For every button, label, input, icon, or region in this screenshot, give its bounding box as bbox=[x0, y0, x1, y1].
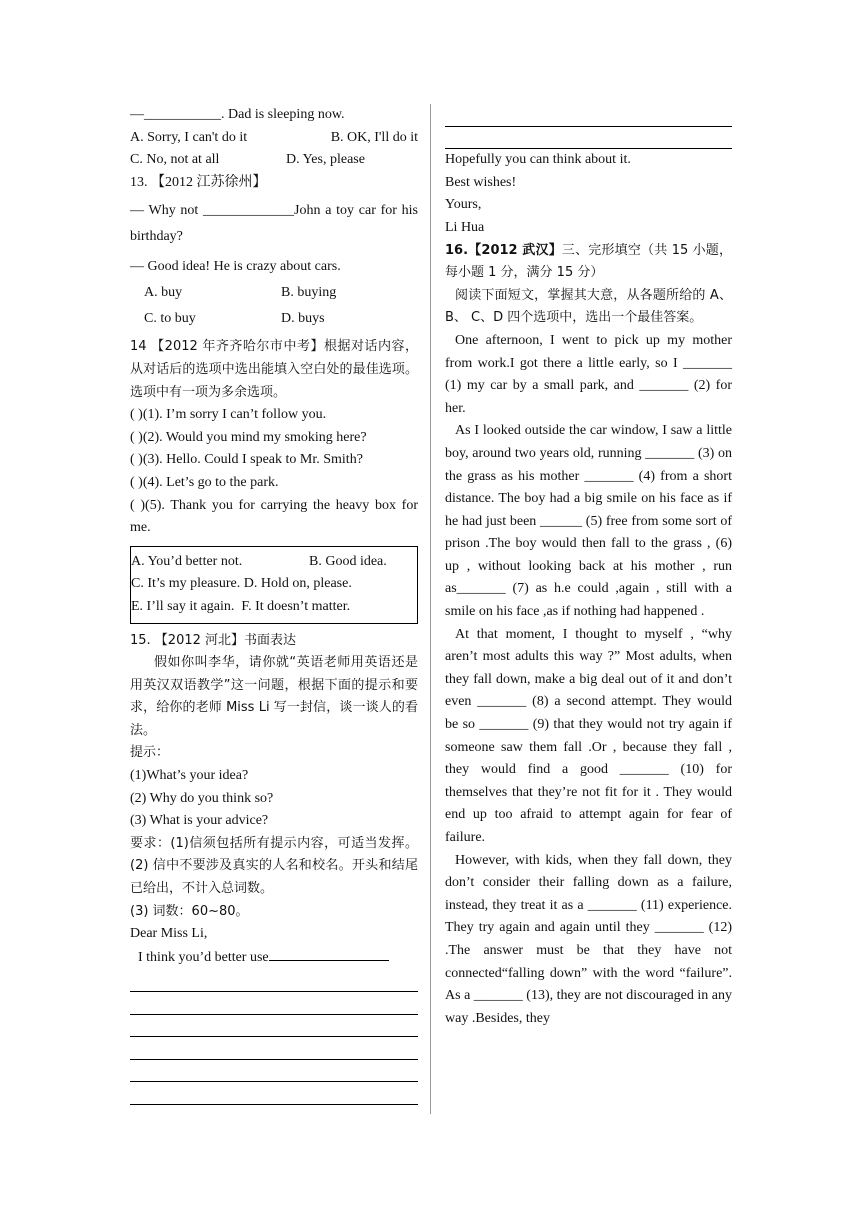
q16-header bbox=[445, 240, 732, 285]
q12-option-b: B. OK, I'll do it bbox=[330, 129, 418, 145]
letter-start bbox=[130, 946, 418, 970]
letter-greeting: Dear Miss Li, bbox=[130, 926, 208, 942]
writing-line[interactable] bbox=[130, 1082, 418, 1105]
q14-option-cd: C. It’s my pleasure. D. Hold on, please. bbox=[131, 576, 352, 592]
q14-box-row3 bbox=[131, 596, 417, 619]
q13-option-a: A. buy bbox=[144, 285, 183, 301]
q13-options-row2 bbox=[130, 306, 418, 332]
left-column bbox=[130, 104, 418, 1105]
letter-start-text: I think you’d better use bbox=[138, 949, 269, 965]
q12-options-row1 bbox=[130, 127, 418, 150]
q13-header: 13. 【2012 江苏徐州】 bbox=[130, 174, 267, 190]
q13-option-b: B. buying bbox=[281, 285, 337, 301]
q14-header: 14 【2012 年齐齐哈尔市中考】根据对话内容，从对话后的选项中选出能填入空白处的最佳选项。选项中有一项为多余选项。 bbox=[130, 339, 418, 400]
q12-option-d: D. Yes, please bbox=[286, 152, 365, 168]
q14-option-e: E. I’ll say it again. bbox=[131, 598, 235, 614]
q14-options-box bbox=[130, 546, 418, 624]
q15-hint: (3) What is your advice? bbox=[130, 813, 269, 829]
writing-line[interactable] bbox=[130, 1015, 418, 1038]
writing-line[interactable] bbox=[130, 992, 418, 1015]
writing-line[interactable] bbox=[130, 1060, 418, 1083]
q14-item: ( )(1). I’m sorry I can’t follow you. bbox=[130, 407, 327, 423]
letter-closing: Hopefully you can think about it. bbox=[445, 152, 631, 168]
q13-option-c: C. to buy bbox=[144, 311, 196, 327]
q16-title: 三、完形填空（共 15 小题，每小题 1 分，满分 15 分） bbox=[445, 242, 732, 281]
passage-paragraph: However, with kids, when they fall down, they don’t consider their falling down as a failure, instead, they treat it as a _______ (11) experience. They try again and again until they _______ (12) .The answer must be that they have not connected“falling down” with the word “failure”. As a _______ (13), they are not discouraged in any way .Besides, they bbox=[445, 852, 732, 1026]
q12-dialog: —___________. Dad is sleeping now. bbox=[130, 107, 345, 122]
writing-line[interactable] bbox=[130, 1037, 418, 1060]
q15-header: 15. 【2012 河北】书面表达 bbox=[130, 632, 297, 648]
q13-line1: — Why not _____________John a toy car for his birthday? bbox=[130, 203, 418, 245]
passage-paragraph: One afternoon, I went to pick up my mother from work.I got there a little early, so I _______ (1) my car by a small park, and _______ (2) for her. bbox=[445, 332, 732, 416]
q14-box-row1 bbox=[131, 551, 417, 574]
q14-option-b: B. Good idea. bbox=[309, 553, 387, 569]
q15-hint-label: 提示： bbox=[130, 745, 170, 761]
letter-closing: Yours, bbox=[445, 197, 482, 213]
letter-signature: Li Hua bbox=[445, 219, 485, 235]
writing-line[interactable] bbox=[130, 969, 418, 992]
q13-line2: — Good idea! He is crazy about cars. bbox=[130, 259, 341, 275]
q16-number: 16.【2012 武汉】 bbox=[445, 242, 562, 258]
right-column bbox=[445, 104, 732, 1030]
q14-option-a: A. You’d better not. bbox=[131, 553, 243, 569]
q12-options-row2 bbox=[130, 149, 418, 172]
q14-option-f: F. It doesn’t matter. bbox=[241, 598, 351, 614]
q15-hint: (2) Why do you think so? bbox=[130, 790, 274, 806]
q13-options-row1 bbox=[130, 280, 418, 306]
passage-paragraph: At that moment, I thought to myself , “why aren’t most adults this way ?” Most adults, when they fall down, make a big deal out of it and don’t even _______ (8) a second attempt. They would be so _______ (9) that they would not try again if someone saw them fall .Or , because they fall , they would find a good _______ (10) for themselves that they’re not fit for it . They would end up too afraid to attempt again for fear of failure. bbox=[445, 626, 732, 845]
q12-option-c: C. No, not at all bbox=[130, 152, 220, 168]
q16-instructions: 阅读下面短文，掌握其大意，从各题所给的 A、 B、 C、D 四个选项中，选出一个最佳答案。 bbox=[445, 287, 732, 326]
q15-word-count: (3) 词数：60~80。 bbox=[130, 903, 249, 919]
writing-line[interactable] bbox=[445, 104, 732, 127]
q15-hint: (1)What’s your idea? bbox=[130, 768, 249, 784]
letter-start-blank[interactable] bbox=[269, 946, 389, 961]
writing-line[interactable] bbox=[445, 127, 732, 150]
passage-paragraph: As I looked outside the car window, I saw a little boy, around two years old, running _______ (3) on the grass as his mother _______ (4) from a short distance. The boy had a big smile on his face as if he had just been ______ (5) free from some sort of prison .The boy would then fall to the grass , (6) up , without looking back at his mother , run as_______ (7) as h.e could ,again , still with a smile on his face ,as if nothing had happened . bbox=[445, 423, 732, 620]
q14-item: ( )(4). Let’s go to the park. bbox=[130, 474, 279, 490]
q12-option-a: A. Sorry, I can't do it bbox=[130, 129, 248, 145]
q15-requirements: 要求：(1)信须包括所有提示内容，可适当发挥。(2) 信中不要涉及真实的人名和校名。开头和结尾已给出，不计入总词数。 bbox=[130, 835, 418, 897]
column-divider bbox=[430, 104, 431, 1114]
q13-option-d: D. buys bbox=[281, 311, 325, 327]
q14-item: ( )(3). Hello. Could I speak to Mr. Smith? bbox=[130, 452, 363, 468]
letter-closing: Best wishes! bbox=[445, 174, 517, 190]
q14-item: ( )(5). Thank you for carrying the heavy box for me. bbox=[130, 497, 418, 536]
q15-intro: 假如你叫李华，请你就“英语老师用英语还是用英汉双语教学”这一问题，根据下面的提示和要求，给你的老师 Miss Li 写一封信，谈一谈人的看法。 bbox=[130, 655, 418, 738]
q14-item: ( )(2). Would you mind my smoking here? bbox=[130, 429, 367, 445]
